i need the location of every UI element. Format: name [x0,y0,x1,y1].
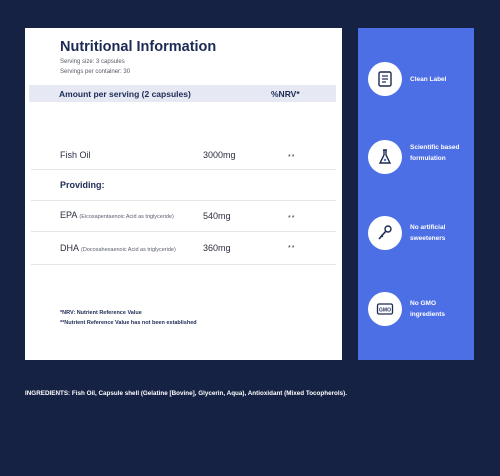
servings-per-container: Servings per container: 30 [60,69,131,75]
epa-amount: 540mg [203,211,231,221]
divider [31,264,336,265]
nutrition-panel [25,28,342,360]
flask-icon [368,140,402,174]
svg-text:GMO: GMO [379,307,391,314]
dha-nrv: ** [288,245,296,252]
dha-sub: (Docosahexaenoic Acid as triglyceride) [81,247,176,253]
divider [31,169,336,170]
divider [31,231,336,232]
features-sidebar [358,28,474,360]
dha-label-wrap [60,243,176,253]
epa-label-wrap [60,210,174,220]
fish-oil-nrv: ** [288,154,296,161]
clean-label-icon [368,62,402,96]
epa-label: EPA [60,210,77,220]
serving-size: Serving size: 3 capsules [60,59,125,65]
no-sweetener-icon [368,216,402,250]
ingredients-text: INGREDIENTS: Fish Oil, Capsule shell (Gelatine [Bovine], Glycerin, Aqua), Antioxidant (Mixed Tocopherols). [25,390,347,397]
footnote-nrv: *NRV: Nutrient Reference Value [60,310,142,316]
feature-label: Scientific based formulation [410,144,460,162]
nutrition-title: Nutritional Information [60,39,217,55]
epa-nrv: ** [288,215,296,222]
epa-sub: (Eicosapentaenoic Acid as triglyceride) [79,214,174,220]
providing-label: Providing: [60,180,105,190]
fish-oil-label: Fish Oil [60,150,91,160]
feature-label: No artificial sweeteners [410,224,446,242]
footnote-not-established: **Nutrient Reference Value has not been established [60,320,197,326]
dha-amount: 360mg [203,243,231,253]
table-header [29,85,336,102]
fish-oil-amount: 3000mg [203,150,236,160]
feature-label: No GMO ingredients [410,300,446,318]
header-nrv: %NRV* [271,89,300,99]
feature-no-sweeteners [368,216,468,256]
feature-scientific [368,140,468,180]
divider [31,200,336,201]
feature-label: Clean Label [410,76,447,83]
dha-label: DHA [60,243,79,253]
header-amount: Amount per serving (2 capsules) [59,89,191,99]
feature-clean-label [368,62,468,102]
gmo-icon [368,292,402,326]
feature-no-gmo [368,292,468,332]
